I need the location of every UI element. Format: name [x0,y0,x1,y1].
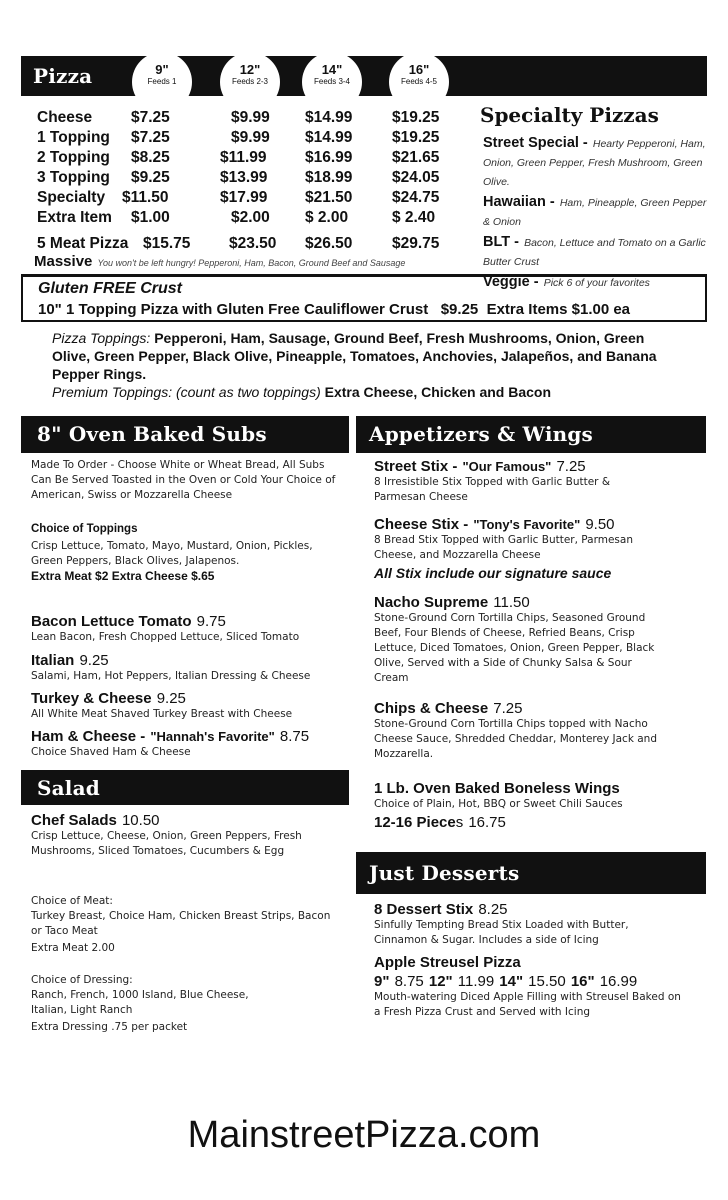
salad-header-bar [21,770,349,805]
price-16: $ 2.40 [392,209,436,226]
specialty-item [483,231,708,269]
wings-count-line [374,812,694,831]
apple-price: 15.50 [528,973,566,990]
sub-name: Ham & Cheese - [31,728,146,745]
premium-label: Premium Toppings: (count as two toppings) [52,384,321,400]
sub-item [31,611,351,650]
sub-desc: All White Meat Shaved Turkey Breast with Cheese [31,708,293,720]
app-name: Cheese Stix - [374,516,469,533]
size-label: 9" [155,62,169,77]
price-12: $17.99 [220,189,268,206]
sub-desc: Salami, Ham, Hot Peppers, Italian Dressing & Cheese [31,670,311,682]
website-footer[interactable]: MainstreetPizza.com [187,1114,541,1156]
price-9: $11.50 [122,189,169,206]
apple-size: 14" [499,973,524,990]
specialty-item [483,191,708,229]
subs-header-bar [21,416,349,451]
row-name: Extra Item [37,209,112,226]
specialty-name: Veggie - [483,274,539,290]
specialty-item [483,132,708,189]
salad-title: Salad [37,775,100,800]
wings-price: 16.75 [468,814,506,831]
size-label: 12" [239,62,261,77]
sub-desc: Choice Shaved Ham & Cheese [31,746,191,758]
wings-name: 1 Lb. Oven Baked Boneless Wings [374,780,620,797]
salad-dressing-extra: Extra Dressing .75 per packet [31,1021,188,1033]
app-item [374,456,674,505]
sub-tag: "Hannah's Favorite" [150,729,275,744]
pizza-header-bar [21,56,707,96]
sub-name: Italian [31,652,75,669]
pizza-title: Pizza [33,64,93,88]
specialty-desc: Bacon, Lettuce and Tomato on a Garlic Butter Crust [483,237,706,268]
app-desc: Stone-Ground Corn Tortilla Chips topped with Nacho Cheese Sauce, Shredded Cheddar, Monterey Jack and Mozzarella. [374,718,657,760]
price-9: $9.25 [131,169,170,186]
app-price: 11.50 [493,594,530,611]
app-desc: 8 Bread Stix Topped with Garlic Butter, Parmesan Cheese, and Mozzarella Cheese [374,534,633,561]
price-14: $26.50 [305,235,353,252]
price-14: $18.99 [305,169,353,186]
specialty-desc: Pick 6 of your favorites [543,277,650,289]
specialty-desc: Ham, Pineapple, Green Pepper & Onion [483,197,707,228]
apple-pizza-desc: Mouth-watering Diced Apple Filling with Streusel Baked on a Fresh Pizza Crust and Served with Icing [374,991,681,1018]
subs-title: 8" Oven Baked Subs [37,421,267,446]
salad-meat-text: Turkey Breast, Choice Ham, Chicken Breast Strips, Bacon or Taco Meat [31,910,331,937]
specialty-title: Specialty Pizzas [480,103,659,127]
toppings-block [52,329,682,401]
price-9: $7.25 [131,109,170,126]
feeds-label: Feeds 2-3 [231,77,269,86]
apple-size: 12" [428,973,453,990]
salad-desc: Crisp Lettuce, Cheese, Onion, Green Peppers, Fresh Mushrooms, Sliced Tomatoes, Cucumbers & Egg [31,830,302,857]
salad-price: 10.50 [121,812,160,829]
size-label: 14" [321,62,343,77]
price-12: $9.99 [231,109,270,126]
subs-toppings-text: Crisp Lettuce, Tomato, Mayo, Mustard, Onion, Pickles, Green Peppers, Black Olives, Jalapenos. [31,540,313,567]
price-9: $7.25 [131,129,170,146]
apple-pizza [374,954,704,1020]
size-14-badge [302,52,362,112]
feeds-label: Feeds 1 [147,77,177,86]
row-name: 3 Topping [37,169,110,186]
apple-size: 9" [374,973,390,990]
price-14: $14.99 [305,109,353,126]
sub-item-line [31,611,351,630]
sub-name: Turkey & Cheese [31,690,152,707]
app-price: 9.50 [585,516,615,533]
sub-name: Bacon Lettuce Tomato [31,613,192,630]
feeds-label: Feeds 4-5 [400,77,438,86]
price-12: $11.99 [220,149,267,166]
desserts-header-bar [356,852,706,894]
dessert-stix-line [374,899,694,918]
massive-desc: You won't be left hungry! Pepperoni, Ham, Bacon, Ground Beef and Sausage [97,258,406,268]
size-9-badge [132,52,192,112]
size-16-badge [389,52,449,112]
app-item-line [374,514,674,533]
row-name: Cheese [37,109,93,126]
price-14: $16.99 [305,149,353,166]
app-item-line [374,592,674,611]
price-14: $21.50 [305,189,353,206]
row-name: 2 Topping [37,149,110,166]
size-12-badge [220,52,280,112]
wings-desc: Choice of Plain, Hot, BBQ or Sweet Chili Sauces [374,798,623,810]
row-name: 5 Meat Pizza [37,235,129,252]
toppings-list: Pepperoni, Ham, Sausage, Ground Beef, Fresh Mushrooms, Onion, Green Olive, Green Pepper, Black Olive, Pineapple, Tomatoes, Anchovies, Jalapeños, and Banana Pepper Rings. [52,330,657,382]
app-item-line [374,456,674,475]
sub-item-line [31,726,351,745]
dessert-stix-desc: Sinfully Tempting Bread Stix Loaded with Butter, Cinnamon & Sugar. Includes a side of Icing [374,919,629,946]
subs-toppings-title: Choice of Toppings [31,523,138,535]
app-item [374,592,674,686]
price-16: $21.65 [392,149,440,166]
salad-dressing-text: Ranch, French, 1000 Island, Blue Cheese, Italian, Light Ranch [31,989,249,1016]
sub-item-line [31,650,351,669]
gluten-title: Gluten FREE Crust [38,280,183,297]
price-16: $29.75 [392,235,440,252]
price-14: $ 2.00 [305,209,349,226]
massive-line [34,251,405,270]
price-9: $1.00 [131,209,170,226]
price-12: $13.99 [220,169,268,186]
specialty-name: Hawaiian - [483,194,555,210]
specialty-list [483,132,708,290]
app-name: Chips & Cheese [374,700,489,717]
sub-price: 9.25 [156,690,186,707]
salad-meat-extra: Extra Meat 2.00 [31,942,115,954]
app-name: Street Stix - [374,458,458,475]
toppings-label: Pizza Toppings: [52,330,151,346]
sub-item-line [31,688,351,707]
gluten-line: 10" 1 Topping Pizza with Gluten Free Cauliflower Crust $9.25 Extra Items $1.00 ea [38,301,631,318]
subs-divider [21,451,349,453]
app-item [374,698,674,762]
dessert-stix-price: 8.25 [478,901,508,918]
salad-name: Chef Salads [31,812,117,829]
apps-divider [356,451,706,453]
wings-block [374,780,694,831]
sub-item [31,726,351,760]
wings-count-suffix: s [455,814,464,831]
desserts-title: Just Desserts [369,861,520,885]
price-12: $2.00 [231,209,270,226]
price-16: $24.05 [392,169,440,186]
apple-price: 16.99 [599,973,638,990]
app-name: Nacho Supreme [374,594,489,611]
apple-pizza-prices [374,971,704,990]
salad-meat-title: Choice of Meat: [31,895,113,907]
app-desc: 8 Irresistible Stix Topped with Garlic Butter & Parmesan Cheese [374,476,611,503]
sub-price: 9.25 [79,652,109,669]
sub-item [31,650,351,688]
apps-title: Appetizers & Wings [369,421,594,446]
salad-dressing-title: Choice of Dressing: [31,974,133,986]
price-16: $24.75 [392,189,440,206]
price-12: $9.99 [231,129,270,146]
app-item [374,514,674,563]
dessert-stix-name: 8 Dessert Stix [374,901,474,918]
dessert-stix [374,899,694,948]
size-label: 16" [408,62,430,77]
app-tag: "Our Famous" [462,459,552,474]
apple-pizza-name: Apple Streusel Pizza [374,954,521,971]
price-12: $23.50 [229,235,277,252]
feeds-label: Feeds 3-4 [313,77,351,86]
apps-header-bar [356,416,706,451]
specialty-name: BLT - [483,234,519,250]
app-desc: Stone-Ground Corn Tortilla Chips, Seasoned Ground Beef, Four Blends of Cheese, Refried Beans, Crisp Lettuce, Diced Tomatoes, Onion, Green Pepper, Black Olive, Served with a Side of Chunky Salsa & Sour Cream [374,612,655,684]
salad-item-line [31,810,160,829]
apple-price: 8.75 [394,973,424,990]
row-name: Specialty [37,189,106,206]
wings-count: 12-16 Piece [374,814,456,831]
apple-price: 11.99 [457,973,495,990]
app-tag: "Tony's Favorite" [473,517,581,532]
specialty-desc: Hearty Pepperoni, Ham, Onion, Green Pepper, Fresh Mushroom, Green Olive. [483,138,706,188]
subs-extra: Extra Meat $2 Extra Cheese $.65 [31,569,215,583]
sub-price: 8.75 [279,728,310,745]
app-price: 7.25 [493,700,523,717]
sub-price: 9.75 [196,613,226,630]
price-16: $19.25 [392,109,440,126]
app-price: 7.25 [556,458,586,475]
price-9: $8.25 [131,149,170,166]
app-item-line [374,698,674,717]
price-9: $15.75 [143,235,191,252]
subs-items [31,611,351,760]
sauce-note: All Stix include our signature sauce [374,565,612,581]
apple-size: 16" [570,973,595,990]
row-name: 1 Topping [37,129,110,146]
specialty-name: Street Special - [483,135,588,151]
gluten-free-box [21,274,707,322]
massive-label: Massive [34,253,93,270]
premium-list: Extra Cheese, Chicken and Bacon [324,384,552,400]
price-14: $14.99 [305,129,353,146]
sub-desc: Lean Bacon, Fresh Chopped Lettuce, Sliced Tomato [31,631,300,643]
price-16: $19.25 [392,129,440,146]
subs-intro: Made To Order - Choose White or Wheat Bread, All Subs Can Be Served Toasted in the Oven or Cold Your Choice of American, Swiss or Mozzarella Cheese [31,459,336,501]
sub-item [31,688,351,726]
